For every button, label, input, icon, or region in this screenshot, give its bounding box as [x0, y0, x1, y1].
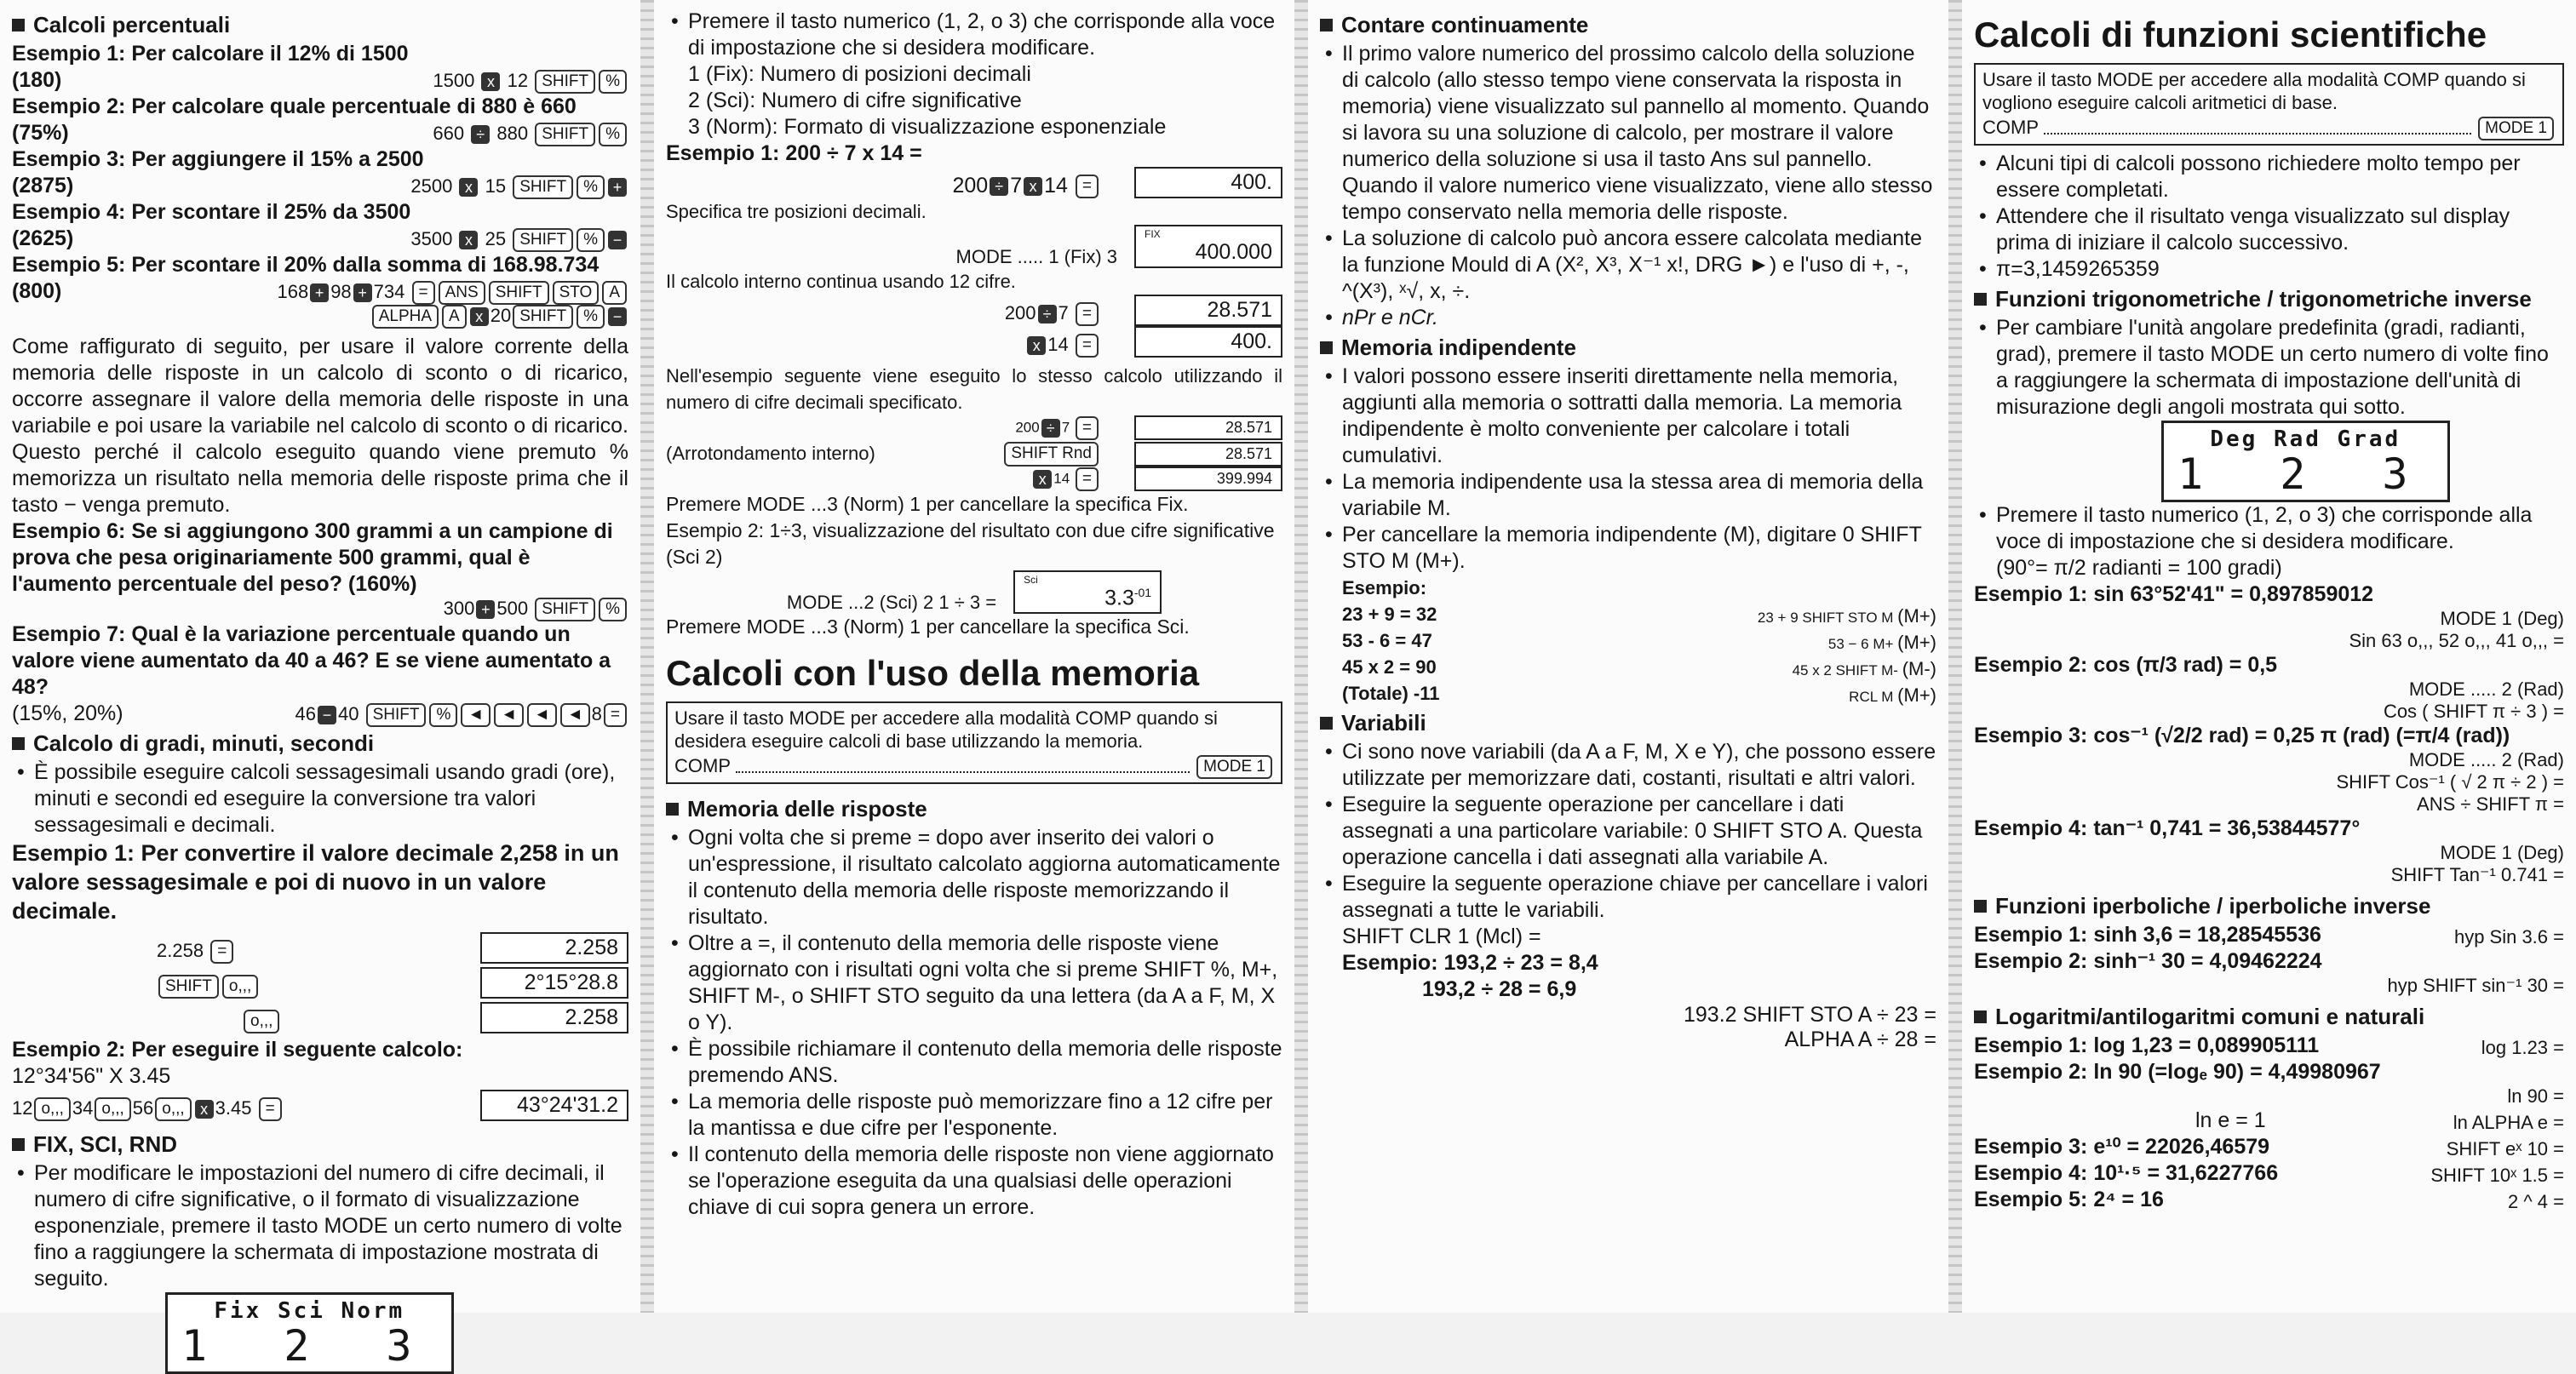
paragraph: Come raffigurato di seguito, per usare il valore corrente della memoria delle risposte in un calcolo di sconto o di ricarico, occorre assegnare il valore della memoria delle risposte in una variabile e poi usare la variabile nel calcolo di sconto o di ricarico. Questo perché il calcolo eseguito quando viene premuto % memorizza un risultato nella memoria delle risposte prima che il tasto − venga premuto.: [12, 335, 628, 518]
bullet: • La soluzione di calcolo può ancora essere calcolata mediante la funzione Mould di A (X², X³, X⁻¹ x!, DRG ►) e l'uso di +, -, ^(X³), ˣ√, x, ÷.: [1320, 226, 1936, 305]
example: Esempio: 193,2 ÷ 23 = 8,4: [1342, 951, 1598, 975]
key-sequence: 2 ^ 4 =: [2508, 1191, 2564, 1212]
section-heading-variables: Variabili: [1320, 708, 1936, 737]
bullet: • La memoria indipendente usa la stessa area di memoria della variabile M.: [1320, 469, 1936, 522]
answer: (15%, 20%): [12, 701, 123, 726]
bullet: • I valori possono essere inseriti direttamente nella memoria, aggiunti alla memoria o sottratti dalla memoria. La memoria indipendente è molto conveniente per calcolare i totali cumulativi.: [1320, 364, 1936, 469]
key-sequence: log 1.23 =: [2481, 1037, 2564, 1058]
column-gutter: [1948, 0, 1962, 1313]
bullet: • È possibile richiamare il contenuto della memoria delle risposte premendo ANS.: [666, 1036, 1282, 1089]
display-result: Sci $3.3^{-01}$: [1013, 570, 1162, 614]
key-sequence: SHIFT CLR 1 (Mcl) =: [1342, 925, 1541, 948]
example-4: Esempio 4: Per scontare il 25% da 3500: [12, 200, 411, 224]
example-1: Esempio 1: Per calcolare il 12% di 1500: [12, 42, 409, 66]
key-sequence: MODE ..... 1 (Fix) 3: [955, 246, 1117, 267]
example: 193,2 ÷ 28 = 6,9: [1422, 977, 1577, 1001]
section-heading-log: Logaritmi/antilogaritmi comuni e naturali: [1974, 1002, 2564, 1031]
display-result: 43°24'31.2: [480, 1090, 628, 1121]
note: Il calcolo interno continua usando 12 cifre.: [666, 271, 1016, 292]
key-sequence: hyp Sin 3.6 =: [2453, 926, 2564, 947]
bullet: • Per modificare le impostazioni del numero di cifre decimali, il numero di cifre significative, o il formato di visualizzazione esponenziale, premere il tasto MODE un certo numero di volte fino a raggiungere la schermata di impostazione mostrata di seguito.: [12, 1160, 628, 1292]
bullet: • Per cambiare l'unità angolare predefinita (gradi, radianti, grad), premere il tasto MODE un certo numero di volte fino a raggiungere la schermata di impostazione dell'unità di misurazione degli angoli mostrata qui sotto.: [1974, 315, 2564, 421]
mode-info-box: Usare il tasto MODE per accedere alla modalità COMP quando si vogliono eseguire calcoli aritmetici di base. COMP MODE 1: [1974, 63, 2564, 146]
key-sequence: ALPHA A x 20 SHIFT % −: [370, 305, 628, 329]
bullet: • Alcuni tipi di calcoli possono richiedere molto tempo per essere completati.: [1974, 151, 2564, 203]
bullet: • La memoria delle risposte può memorizzare fino a 12 cifre per la mantissa e due cifre per l'esponente.: [666, 1089, 1282, 1142]
key-sequence: hyp SHIFT sin⁻¹ 30 =: [2387, 975, 2564, 996]
column-4: [1962, 0, 2576, 1313]
example-3: Esempio 3: cos⁻¹ (√2/2 rad) = 0,25 π (rad) (=π/4 (rad)): [1974, 724, 2510, 747]
answer: (800): [12, 279, 62, 303]
example: Esempio 1: sinh 3,6 = 18,28545536: [1974, 923, 2321, 947]
key-sequence: MODE 1 (Deg): [2440, 842, 2564, 863]
section-heading-hyperbolic: Funzioni iperboliche / iperboliche inverse: [1974, 891, 2564, 920]
chapter-title-scientific: Calcoli di funzioni scientifiche: [1974, 14, 2487, 54]
bullet: • Premere il tasto numerico (1, 2, o 3) che corrisponde alla voce di impostazione che si desidera modificare.: [1974, 502, 2564, 555]
column-gutter: [1294, 0, 1308, 1313]
column-gutter: [640, 0, 654, 1313]
paragraph: Nell'esempio seguente viene eseguito lo stesso calcolo utilizzando il numero di cifre decimali specificato.: [666, 365, 1282, 413]
key-sequence: SHIFT Cos⁻¹ ( √ 2 π ÷ 2 ) =: [2336, 771, 2564, 793]
bullet: • Premere il tasto numerico (1, 2, o 3) che corrisponde alla voce di impostazione che si desidera modificare.: [666, 9, 1282, 61]
lcd-display: Deg Rad Grad 1 2 3: [2161, 421, 2564, 502]
key-sequence: 46 − 40 SHIFT % ◄ ◄ ◄ ◄ 8 =: [295, 703, 629, 727]
key-sequence: SHIFT 10ˣ 1.5 =: [2430, 1165, 2564, 1186]
section-heading-fix: FIX, SCI, RND: [12, 1130, 628, 1159]
key-sequence: MODE ...2 (Sci) 2 1 ÷ 3 =: [786, 592, 997, 614]
lcd-display: Fix Sci Norm 1 2 3: [165, 1292, 628, 1374]
example: Esempio 2: sinh⁻¹ 30 = 4,09462224: [1974, 949, 2322, 973]
example-1: Esempio 1: sin 63°52'41" = 0,897859012: [1974, 582, 2374, 606]
display-result: 399.994: [1134, 467, 1282, 491]
section-heading-independent-memory: Memoria indipendente: [1320, 333, 1936, 362]
bullet: • Il primo valore numerico del prossimo calcolo della soluzione di calcolo (allo stesso tempo viene conservata la risposta in memoria) viene visualizzato sul pannello al momento. Quando si lavora su una soluzione di calcolo, per mostrare il valore numerico della soluzione si usa il tasto Ans sul pannello. Quando il valore numerico viene visualizzato, viene allo stesso tempo conservato nella memoria delle risposte.: [1320, 41, 1936, 226]
key-sequence: 300 + 500 SHIFT %: [444, 598, 628, 621]
bullet: • Il contenuto della memoria delle risposte non viene aggiornato se l'operazione eseguita da una qualsiasi delle operazioni chiave di cui sopra genera un errore.: [666, 1142, 1282, 1221]
example: Esempio 5: 2⁴ = 16: [1974, 1188, 2164, 1211]
bullet: • È possibile eseguire calcoli sessagesimali usando gradi (ore), minuti e secondi ed eseguire la conversione tra valori sessagesimali e decimali.: [12, 759, 628, 839]
key-sequence: SHIFT eˣ 10 =: [2446, 1138, 2564, 1159]
key-sequence: 193.2 SHIFT STO A ÷ 23 =: [1684, 1003, 1936, 1027]
display-result: 400.: [1134, 167, 1282, 198]
example-7: Esempio 7: Qual è la variazione percentuale quando un valore viene aumentato da 40 a 46? E se viene aumentato a 48?: [12, 622, 611, 700]
bullet: • Oltre a =, il contenuto della memoria delle risposte viene aggiornato con i risultati ogni volta che si preme SHIFT %, M+, SHIFT M-, o SHIFT STO seguito da una lettera (da A a F, M, X o Y).: [666, 930, 1282, 1036]
display-result: 2.258: [480, 1002, 628, 1033]
key-sequence: Sin 63 o,,, 52 o,,, 41 o,,, =: [2349, 630, 2564, 651]
display-result: FIX 400.000: [1134, 225, 1282, 268]
key-sequence: 168 + 98 + 734 = ANS SHIFT STO A: [277, 281, 628, 305]
key-sequence: MODE 1 (Deg): [2440, 608, 2564, 629]
display-result: 400.: [1134, 326, 1282, 358]
display-result: 2°15°28.8: [480, 967, 628, 999]
key-sequence: ALPHA A ÷ 28 =: [1784, 1028, 1936, 1051]
example: Esempio 1: log 1,23 = 0,089905111: [1974, 1033, 2320, 1057]
example-deg-1: Esempio 1: Per convertire il valore decimale 2,258 in un valore sessagesimale e poi di nuovo in un valore decimale.: [12, 840, 619, 925]
section-heading-continuous: Contare continuamente: [1320, 10, 1936, 39]
key-sequence: ANS ÷ SHIFT π =: [2417, 793, 2564, 815]
answer: (180): [12, 68, 62, 92]
expression: 12°34'56" X 3.45: [12, 1064, 171, 1089]
key-sequence: 2500 x 15 SHIFT % +: [410, 175, 628, 199]
mode-info-box: Usare il tasto MODE per accedere alla modalità COMP quando si desidera eseguire calcoli di base utilizzando la memoria. COMP MODE 1: [666, 701, 1282, 784]
bullet: • π=3,1459265359: [1974, 256, 2564, 283]
column-2: • Premere il tasto numerico (1, 2, o 3) che corrisponde alla voce di impostazione che si desidera modificare. 1 (Fix): Numero di posizioni decimali 2 (Sci): Numero di cifre significative 3 (Norm): Formato di visualizzazione esponenziale Esempio 1: 200 ÷ 7 x 14 = 200 ÷ 7 x 14 = 400. Specifica tre posizioni decimali. MODE ..... 1 (Fix) 3 FIX 400.000 Il calcolo interno continua usando 12 cifre. 200 ÷ 7 = 28.571 x 14 = 400. Nell'esempio seguente viene eseguito lo stesso calcolo utilizzando il numero di cifre decimali specificato. 200 ÷ 7 = 28.571 (Arrotondamento interno) SHIFT Rnd 28.571 x 14 = 399.994 Premere MODE ...3 (Norm) 1 per cancellare la specifica Fix. Esempio 2: 1÷3, visualizzazione del risultato con due cifre significative (Sci 2) MODE ...2 (Sci) 2 1 ÷ 3 = Sci $3.3^{-01}$ Premere MODE ...3 (Norm) 1 per cancellare la specifica Sci. Calcoli con l'uso della memoria Usare il tasto MODE per accedere alla modalità COMP quando si desidera eseguire calcoli di base utilizzando la memoria. COMP MODE 1 Memoria delle risposte • Ogni volta che si preme = dopo aver inserito dei valori o un'espressione, il risultato calcolato aggiorna automaticamente il contenuto della memoria delle risposte memorizzando il risultato. • Oltre a =, il contenuto della memoria delle risposte viene aggiornato con i risultati ogni volta che si preme SHIFT %, M+, SHIFT M-, o SHIFT STO seguito da una lettera (da A a F, M, X o Y). • È possibile richiamare il contenuto della memoria delle risposte premendo ANS. • La memoria delle risposte può memorizzare fino a 12 cifre per la mantissa e due cifre per l'esponente. • Il contenuto della memoria delle risposte non viene aggiornato se l'operazione eseguita da una qualsiasi delle operazioni chiave di cui sopra genera un errore.: [654, 0, 1294, 1313]
answer: (2625): [12, 226, 74, 250]
bullet: • Per cancellare la memoria indipendente (M), digitare 0 SHIFT STO M (M+).: [1320, 522, 1936, 575]
key-sequence: MODE ..... 2 (Rad): [2408, 678, 2564, 700]
note: Specifica tre posizioni decimali.: [666, 201, 927, 222]
answer: (2875): [12, 174, 74, 198]
key-sequence: Cos ( SHIFT π ÷ 3 ) =: [2383, 701, 2564, 722]
note: Premere MODE ...3 (Norm) 1 per cancellare la specifica Fix.: [666, 493, 1189, 515]
chapter-title-memory: Calcoli con l'uso della memoria: [666, 653, 1200, 694]
display-result: 28.571: [1134, 295, 1282, 326]
key-sequence: 1500 x 12 SHIFT %: [433, 70, 628, 94]
example-2: Esempio 2: cos (π/3 rad) = 0,5: [1974, 653, 2278, 677]
expression: ln e = 1: [2195, 1108, 2266, 1132]
key-sequence: MODE ..... 2 (Rad): [2408, 749, 2564, 770]
option-sci: 2 (Sci): Numero di cifre significative: [688, 89, 1022, 112]
bullet: • Eseguire la seguente operazione per cancellare i dati assegnati a una particolare variabile: 0 SHIFT STO A. Questa operazione cancella i dati assegnati alla variabile A.: [1320, 792, 1936, 871]
label: (Arrotondamento interno): [666, 443, 875, 464]
example-deg-2: Esempio 2: Per eseguire il seguente calcolo:: [12, 1038, 463, 1062]
bullet: • Ci sono nove variabili (da A a F, M, X e Y), che possono essere utilizzate per memorizzare dati, costanti, risultati e altri valori.: [1320, 739, 1936, 792]
conversion-table: 2.258 = 2.258 SHIFT o,,, 2°15°28.8 o,,, 2.258: [157, 932, 628, 1033]
display-result: 2.258: [480, 932, 628, 964]
bullet: • Ogni volta che si preme = dopo aver inserito dei valori o un'espressione, il risultato calcolato aggiorna automaticamente il contenuto della memoria delle risposte memorizzando il risultato.: [666, 825, 1282, 930]
example: Esempio 3: e¹⁰ = 22026,46579: [1974, 1135, 2270, 1159]
example-1: Esempio 1: 200 ÷ 7 x 14 =: [666, 141, 922, 165]
example-4: Esempio 4: tan⁻¹ 0,741 = 36,53844577°: [1974, 816, 2361, 840]
answer: (75%): [12, 121, 69, 145]
note: (90°= π/2 radianti = 100 gradi): [1996, 556, 2282, 580]
key-sequence: 660 ÷ 880 SHIFT %: [433, 123, 628, 146]
display-result: 28.571: [1134, 442, 1282, 467]
memory-example: Esempio: 23 + 9 = 32 23 + 9 SHIFT STO M (M+) 53 - 6 = 47 53 − 6 M+ (M+) 45 x 2 = 90 45 x 2 SHIFT M- (M-) (Totale) -11 RCL M (M+): [1342, 577, 1936, 706]
column-3: [1308, 0, 1948, 1313]
bullet: • nPr e nCr.: [1320, 305, 1936, 331]
option-fix: 1 (Fix): Numero di posizioni decimali: [688, 62, 1031, 86]
key-sequence: SHIFT Tan⁻¹ 0.741 =: [2390, 864, 2564, 885]
note: Premere MODE ...3 (Norm) 1 per cancellare la specifica Sci.: [666, 615, 1190, 638]
bullet: • Eseguire la seguente operazione chiave per cancellare i valori assegnati a tutte le variabili.: [1320, 871, 1936, 924]
key-sequence: 12 o,,, 34 o,,, 56 o,,, x 3.45 =: [12, 1097, 284, 1121]
section-heading-trig: Funzioni trigonometriche / trigonometriche inverse: [1974, 284, 2564, 313]
example-6: Esempio 6: Se si aggiungono 300 grammi a un campione di prova che pesa originariamente 500 grammi, qual è l'aumento percentuale del peso? (160%): [12, 519, 613, 597]
key-sequence: 3500 x 25 SHIFT % −: [410, 228, 628, 252]
key-sequence: ln 90 =: [2507, 1085, 2564, 1107]
example: Esempio 4: 10¹·⁵ = 31,6227766: [1974, 1161, 2279, 1185]
key-sequence: ln ALPHA e =: [2453, 1112, 2564, 1133]
example-3: Esempio 3: Per aggiungere il 15% a 2500: [12, 147, 424, 171]
section-heading-percent: Calcoli percentuali: [12, 10, 628, 39]
bullet: • Attendere che il risultato venga visualizzato sul display prima di iniziare il calcolo successivo.: [1974, 203, 2564, 256]
section-heading-degrees: Calcolo di gradi, minuti, secondi: [12, 729, 628, 758]
column-1: [0, 0, 640, 1371]
section-heading-answer-memory: Memoria delle risposte: [666, 794, 1282, 823]
display-result: 28.571: [1134, 415, 1282, 440]
example-2: Esempio 2: Per calcolare quale percentuale di 880 è 660: [12, 94, 577, 118]
option-norm: 3 (Norm): Formato di visualizzazione esponenziale: [688, 115, 1167, 139]
example: Esempio 2: ln 90 (=logₑ 90) = 4,49980967: [1974, 1060, 2381, 1084]
example-2: Esempio 2: 1÷3, visualizzazione del risultato con due cifre significative (Sci 2): [666, 519, 1275, 568]
example-5: Esempio 5: Per scontare il 20% dalla somma di 168.98.734: [12, 253, 600, 277]
key-sequence: 200 ÷ 7 x 14 =: [953, 174, 1101, 198]
